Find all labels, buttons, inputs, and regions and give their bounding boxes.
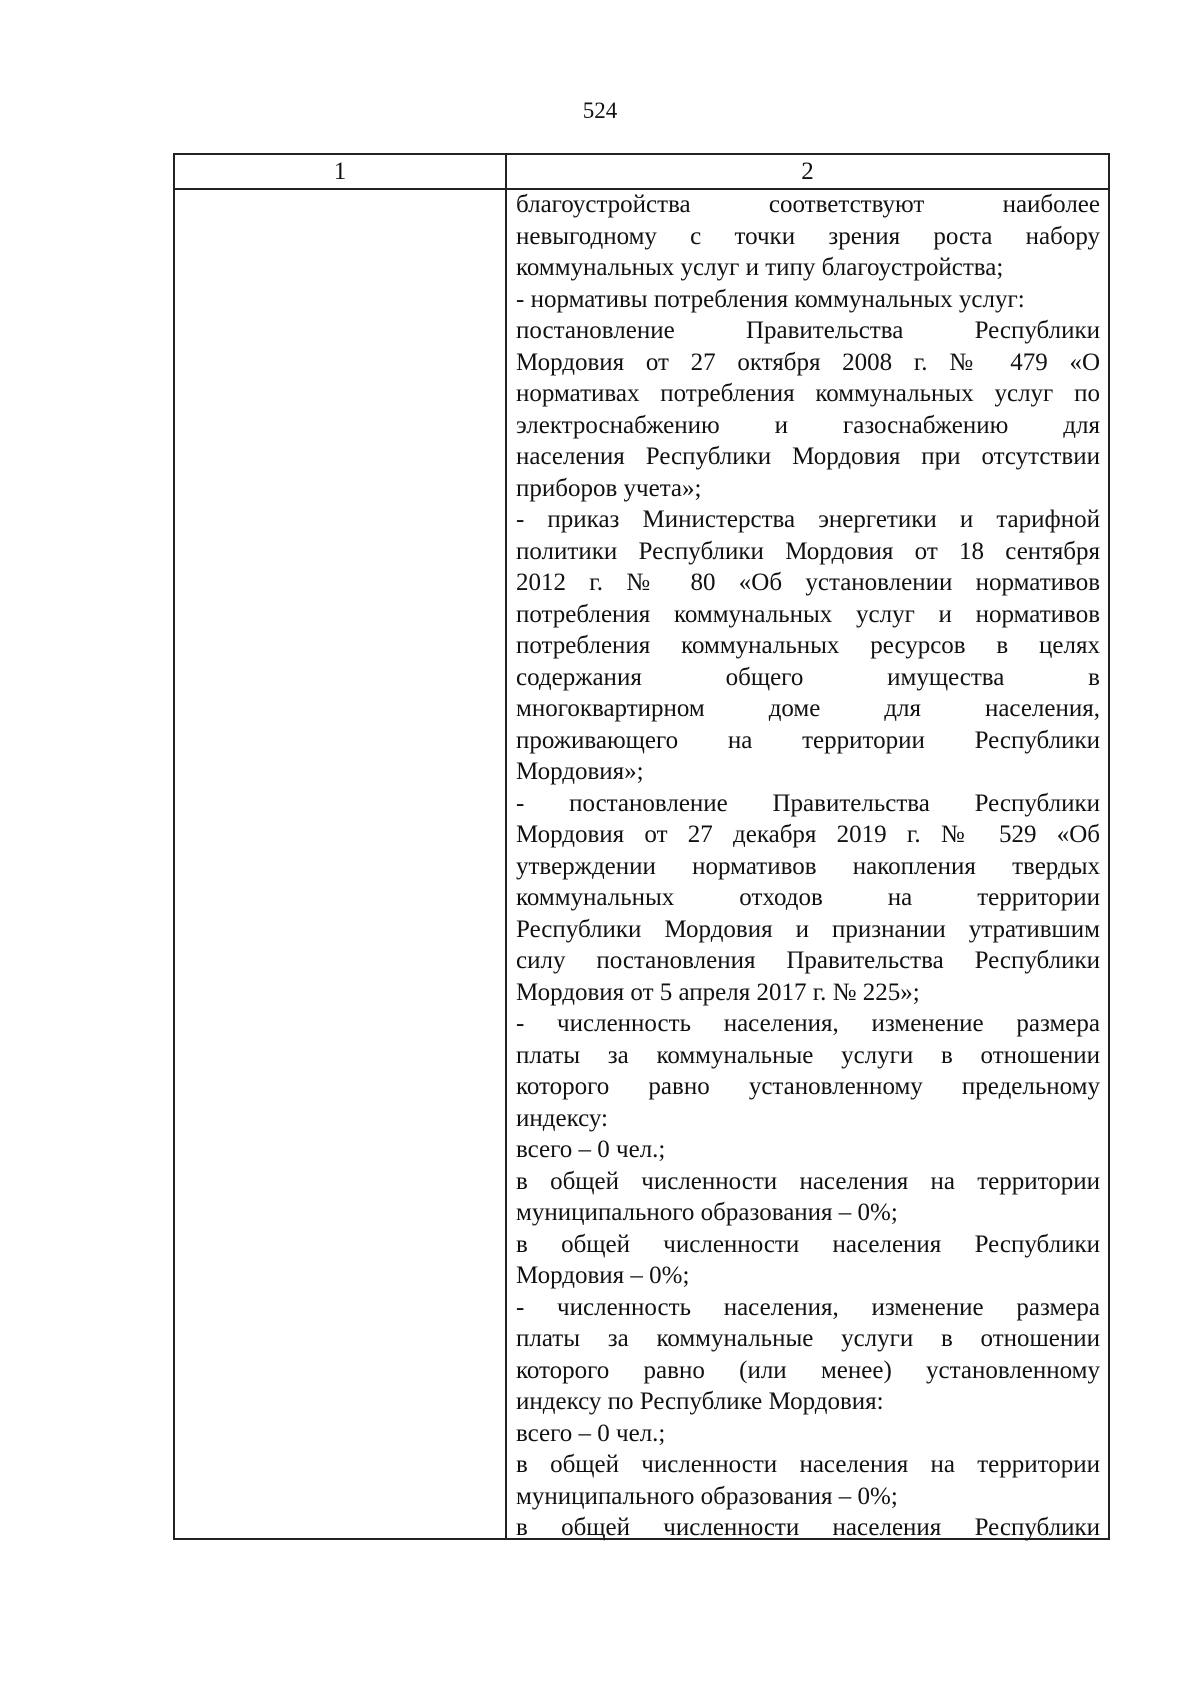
text-line: - численность населения, изменение размера (516, 1293, 1100, 1321)
document-table (173, 153, 1110, 1540)
text-line: в общей численности населения Республики (516, 1514, 1100, 1541)
text-line: коммунальных услуг и типу благоустройства; (516, 254, 1004, 281)
text-line: которого равно (или менее) установленному (516, 1356, 1100, 1384)
text-line: всего – 0 чел.; (516, 1136, 666, 1163)
text-line: потребления коммунальных услуг и нормативов (516, 600, 1100, 628)
column-2-content (516, 189, 1100, 1544)
text-line: политики Республики Мордовия от 18 сентября (516, 537, 1100, 565)
text-line: силу постановления Правительства Республики (516, 947, 1100, 974)
column-1-header: 1 (333, 158, 347, 185)
table-header-row (175, 155, 1108, 190)
text-line: в общей численности населения на территории (516, 1451, 1100, 1478)
text-line: Республики Мордовия и признании утратившим (516, 915, 1100, 943)
text-line: платы за коммунальные услуги в отношении (516, 1325, 1100, 1352)
text-line: благоустройства соответствуют наиболее (516, 191, 1100, 218)
text-line: Мордовия от 5 апреля 2017 г. № 225»; (516, 978, 920, 1006)
text-line: в общей численности населения Республики (516, 1230, 1100, 1258)
text-line: - приказ Министерства энергетики и тарифной (516, 506, 1100, 533)
text-line: Мордовия от 27 декабря 2019 г. № 529 «Об (516, 821, 1100, 848)
text-line: платы за коммунальные услуги в отношении (516, 1041, 1100, 1069)
text-line: 2012 г. № 80 «Об установлении нормативов (516, 569, 1100, 596)
text-line: муниципального образования – 0%; (516, 1482, 898, 1510)
text-line: многоквартирном доме для населения, (516, 695, 1100, 722)
text-line: всего – 0 чел.; (516, 1419, 666, 1447)
text-line: Мордовия – 0%; (516, 1262, 690, 1289)
text-line: нормативах потребления коммунальных услуг по (516, 380, 1100, 407)
text-line: Мордовия»; (516, 758, 644, 785)
text-line: утверждении нормативов накопления твердых (516, 852, 1100, 880)
column-divider (505, 155, 507, 1538)
text-line: - нормативы потребления коммунальных услуг: (516, 285, 1025, 313)
text-line: в общей численности населения на территории (516, 1167, 1100, 1195)
text-line: коммунальных отходов на территории (516, 884, 1100, 911)
text-line: электроснабжению и газоснабжению для (516, 411, 1100, 439)
text-line: индексу: (516, 1104, 608, 1132)
text-line: населения Республики Мордовия при отсутствии (516, 443, 1100, 470)
text-line: содержания общего имущества в (516, 663, 1100, 691)
column-2-header: 2 (801, 158, 814, 185)
text-line: - постановление Правительства Республики (516, 789, 1100, 817)
text-line: невыгодному с точки зрения роста набору (516, 222, 1100, 250)
text-line: муниципального образования – 0%; (516, 1199, 898, 1226)
text-line: которого равно установленному предельному (516, 1073, 1100, 1100)
text-line: индексу по Республике Мордовия: (516, 1388, 884, 1415)
text-line: приборов учета»; (516, 474, 702, 502)
text-line: постановление Правительства Республики (516, 317, 1100, 344)
text-line: Мордовия от 27 октября 2008 г. № 479 «О (516, 348, 1100, 376)
text-line: проживающего на территории Республики (516, 726, 1100, 754)
text-line: - численность населения, изменение размера (516, 1010, 1100, 1037)
page-number: 524 (582, 98, 618, 123)
text-line: потребления коммунальных ресурсов в целях (516, 632, 1100, 659)
